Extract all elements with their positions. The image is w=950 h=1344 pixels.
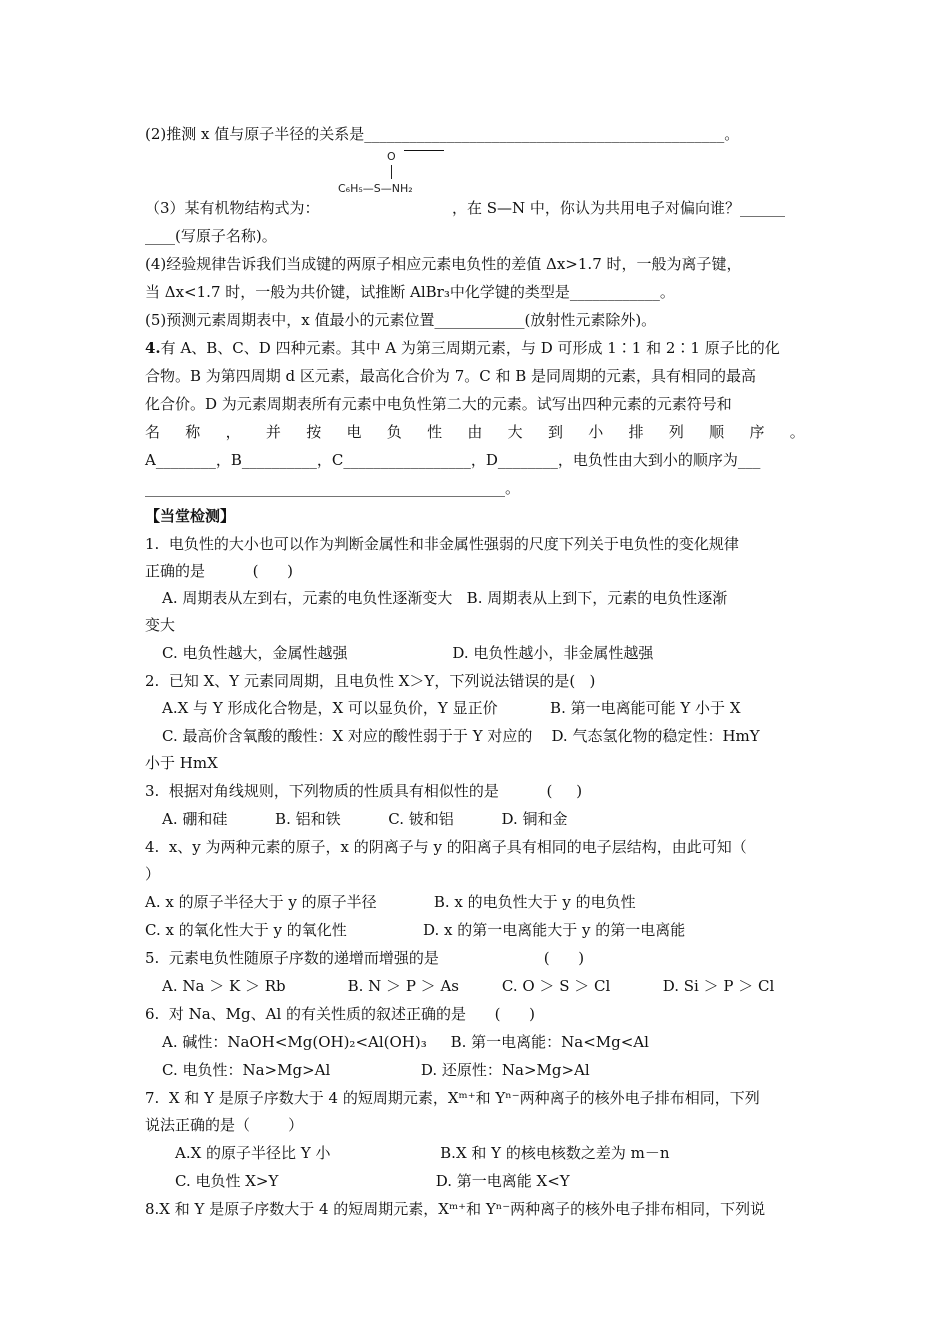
- text-line: ）: [145, 865, 161, 883]
- section-heading: 【当堂检测】: [145, 507, 236, 525]
- text-line: （3）某有机物结构式为：: [145, 199, 320, 217]
- text-line: ，在 S—N 中，你认为共用电子对偏向谁？______: [452, 199, 785, 217]
- option-line: C. x 的氧化性大于 y 的氧化性 D. x 的第一电离能大于 y 的第一电离能: [145, 921, 686, 939]
- text-line: 8.X 和 Y 是原子序数大于 4 的短周期元素，Xᵐ⁺和 Yⁿ⁻两种离子的核外电子排布相同，下列说: [145, 1200, 766, 1218]
- option-line: A. x 的原子半径大于 y 的原子半径 B. x 的电负性大于 y 的电负性: [145, 893, 636, 911]
- text-line: 4. x、y 为两种元素的原子，x 的阴离子与 y 的阳离子具有相同的电子层结构，由此可知（: [145, 838, 747, 856]
- oxygen-atom: O: [387, 150, 396, 163]
- text-line: 小于 HmX: [145, 754, 218, 772]
- text-line: ________________________________________________。: [145, 479, 521, 497]
- text-line: A________，B__________，C_________________，D________，电负性由大到小的顺序为___: [145, 451, 761, 469]
- formula-chain: C₆H₅—S—NH₂: [338, 182, 413, 195]
- text-line: 合物。B 为第四周期 d 区元素，最高化合价为 7。C 和 B 是同周期的元素，具有相同的最高: [145, 367, 757, 385]
- option-line: C. 电负性：Na>Mg>Al D. 还原性：Na>Mg>Al: [162, 1061, 590, 1079]
- option-line: C. 电负性 X>Y D. 第一电离能 X<Y: [175, 1172, 570, 1190]
- text-line: (2)推测 x 值与原子半径的关系是________________________________________________。: [145, 125, 740, 143]
- text-line: ____(写原子名称)。: [145, 227, 277, 245]
- structural-formula: [338, 150, 448, 208]
- option-line: A. Na ＞ K ＞ Rb B. N ＞ P ＞ As C. O ＞ S ＞ Cl D. Si ＞ P ＞ Cl: [162, 977, 775, 995]
- text-line: 2. 已知 X、Y 元素同周期，且电负性 X＞Y，下列说法错误的是( ): [145, 672, 596, 690]
- option-line: A. 硼和硅 B. 铝和铁 C. 铍和铝 D. 铜和金: [162, 810, 568, 828]
- justified-line: 名 称 ， 并 按 电 负 性 由 大 到 小 排 列 顺 序 。: [145, 423, 805, 441]
- text-line: 正确的是 ( ): [145, 562, 293, 580]
- text-line: 说法正确的是（ ）: [145, 1116, 304, 1134]
- text-line: 化合价。D 为元素周期表所有元素中电负性第二大的元素。试写出四种元素的元素符号和: [145, 395, 732, 413]
- text-line: (5)预测元素周期表中，x 值最小的元素位置____________(放射性元素除外)。: [145, 311, 657, 329]
- text-line: 6. 对 Na、Mg、Al 的有关性质的叙述正确的是 ( ): [145, 1005, 535, 1023]
- question-number: 4.: [145, 339, 161, 357]
- question-4: 4.有 A、B、C、D 四种元素。其中 A 为第三周期元素，与 D 可形成 1∶1 和 2∶1 原子比的化: [145, 339, 780, 357]
- text-line: 当 Δx<1.7 时，一般为共价键，试推断 AlBr₃中化学键的类型是____________。: [145, 283, 675, 301]
- option-line: A.X 与 Y 形成化合物是，X 可以显负价，Y 显正价 B. 第一电离能可能 Y 小于 X: [162, 699, 741, 717]
- text-line: 1. 电负性的大小也可以作为判断金属性和非金属性强弱的尺度下列关于电负性的变化规律: [145, 535, 739, 553]
- option-line: C. 电负性越大，金属性越强 D. 电负性越小，非金属性越强: [162, 644, 654, 662]
- text-line: (4)经验规律告诉我们当成键的两原子相应元素电负性的差值 Δx>1.7 时，一般为离子键，: [145, 255, 742, 273]
- text-line: 7. X 和 Y 是原子序数大于 4 的短周期元素，Xᵐ⁺和 Yⁿ⁻两种离子的核外电子排布相同，下列: [145, 1089, 760, 1107]
- option-line: C. 最高价含氧酸的酸性：X 对应的酸性弱于于 Y 对应的 D. 气态氢化物的稳定性：HmY: [162, 727, 760, 745]
- text-line: 5. 元素电负性随原子序数的递增而增强的是 ( ): [145, 949, 585, 967]
- option-line: A. 周期表从左到右，元素的电负性逐渐变大 B. 周期表从上到下，元素的电负性逐渐: [162, 589, 728, 607]
- text-line: 3. 根据对角线规则，下列物质的性质具有相似性的是 ( ): [145, 782, 583, 800]
- text-line: 变大: [145, 616, 176, 634]
- bond-line: [391, 165, 392, 179]
- option-line: A. 碱性：NaOH<Mg(OH)₂<Al(OH)₃ B. 第一电离能：Na<Mg<Al: [162, 1033, 649, 1051]
- option-line: A.X 的原子半径比 Y 小 B.X 和 Y 的核电核数之差为 m－n: [175, 1144, 670, 1162]
